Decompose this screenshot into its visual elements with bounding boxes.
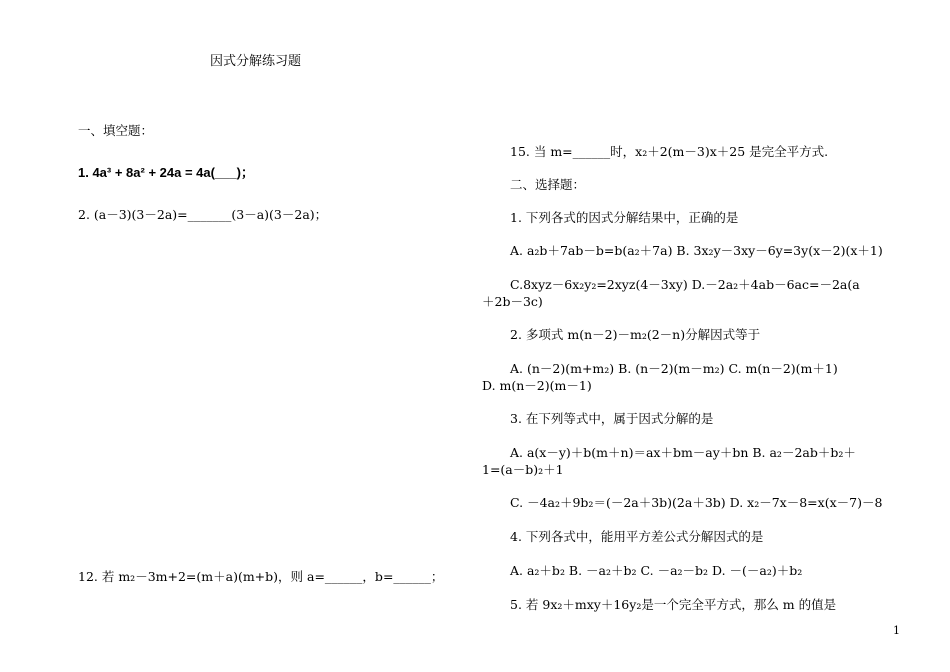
- choice-2-option-d: D. m(n－2)(m－1): [482, 378, 592, 393]
- choice-3-options-ab-continued: 1=(a－b)₂＋1: [482, 462, 564, 477]
- choice-2-options-abc: A. (n－2)(m+m₂) B. (n－2)(m－m₂) C. m(n－2)(m＋1): [510, 361, 838, 376]
- question-1: 1. 4a³ + 8a² + 24a = 4a(___)；: [78, 165, 254, 180]
- page-number: 1: [893, 624, 900, 637]
- choice-3-options-cd: C. －4a₂＋9b₂＝(－2a＋3b)(2a＋3b) D. x₂－7x－8=x(x－7)－8: [510, 495, 883, 510]
- choice-1-options-cd-continued: ＋2b－3c): [482, 294, 543, 309]
- choice-3-options-ab: A. a(x－y)＋b(m＋n)＝ax＋bm－ay＋bn B. a₂－2ab＋b₂＋: [510, 445, 856, 460]
- choice-question-2: 2. 多项式 m(n－2)－m₂(2－n)分解因式等于: [510, 327, 761, 342]
- choice-question-5: 5. 若 9x₂＋mxy＋16y₂是一个完全平方式，那么 m 的值是: [510, 597, 837, 612]
- question-15: 15. 当 m=______时，x₂＋2(m－3)x＋25 是完全平方式.: [510, 144, 829, 159]
- question-12: 12. 若 m₂－3m+2=(m＋a)(m+b)，则 a=______，b=______；: [78, 569, 444, 584]
- question-2: 2. (a－3)(3－2a)=_______(3－a)(3－2a)；: [78, 207, 328, 222]
- choice-question-4: 4. 下列各式中，能用平方差公式分解因式的是: [510, 529, 764, 544]
- section-fill-in-heading: 一、填空题：: [78, 123, 154, 138]
- choice-question-3: 3. 在下列等式中，属于因式分解的是: [510, 411, 714, 426]
- choice-1-options-ab: A. a₂b＋7ab－b=b(a₂＋7a) B. 3x₂y－3xy－6y=3y(x－2)(x＋1): [510, 243, 883, 258]
- choice-4-options: A. a₂＋b₂ B. －a₂＋b₂ C. －a₂－b₂ D. －(－a₂)＋b₂: [510, 563, 803, 578]
- choice-1-options-cd: C.8xyz－6x₂y₂=2xyz(4－3xy) D.－2a₂＋4ab－6ac=－2a(a: [510, 277, 860, 292]
- section-choice-heading: 二、选择题：: [510, 177, 586, 192]
- choice-question-1: 1. 下列各式的因式分解结果中，正确的是: [510, 210, 739, 225]
- page-title: 因式分解练习题: [210, 54, 302, 69]
